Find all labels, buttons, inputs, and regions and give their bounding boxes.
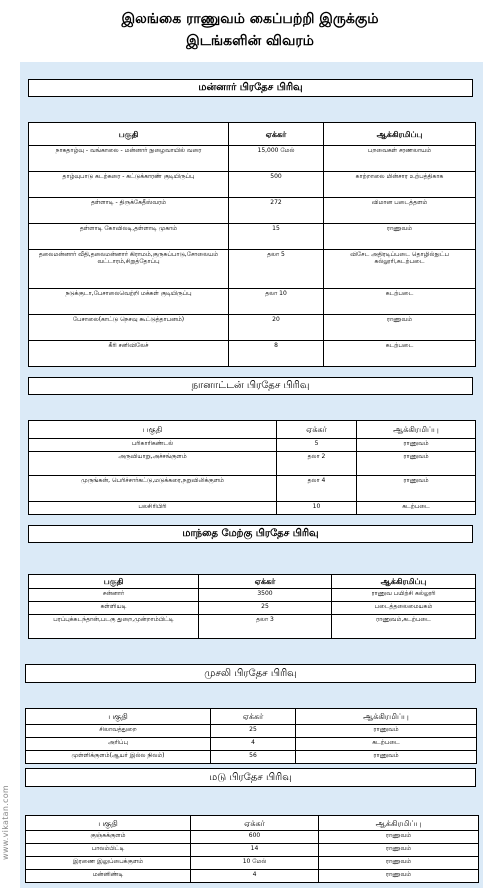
section-heading-mannar: மன்னார் பிரதேச பிரிவு bbox=[28, 79, 473, 97]
cell-occupation: ராணுவம் bbox=[319, 844, 479, 857]
section-heading-madhu: மடு பிரதேச பிரிவு bbox=[25, 768, 476, 787]
page-title-line1: இலங்கை ராணுவம் கைப்பற்றி இருக்கும் bbox=[121, 11, 379, 27]
cell-occupation: பறவைகள் சரணலாயம் bbox=[324, 146, 476, 172]
cell-acres: தலா 4 bbox=[277, 476, 357, 502]
cell-occupation: விமான படைத்தளம் bbox=[324, 198, 476, 224]
column-header: ஏக்கர் bbox=[229, 123, 324, 146]
table-row bbox=[29, 172, 476, 198]
table-mannar bbox=[28, 122, 476, 367]
table-row bbox=[29, 198, 476, 224]
column-header: ஏக்கர் bbox=[211, 709, 296, 725]
table-row bbox=[29, 224, 476, 250]
cell-acres: 15,000 மேல் bbox=[229, 146, 324, 172]
section-heading-musali: முசலி பிரதேச பிரிவு bbox=[25, 664, 476, 683]
cell-acres: தலா 3 bbox=[199, 615, 332, 639]
cell-acres: தலா 5 bbox=[229, 250, 324, 289]
column-header: பகுதி bbox=[29, 575, 199, 589]
table-row bbox=[29, 452, 476, 476]
cell-occupation: ராணுவம்,கடற்படை bbox=[332, 615, 476, 639]
table-row bbox=[29, 602, 476, 615]
cell-area: பாலம்பிட்டி bbox=[26, 844, 191, 857]
column-header: பகுதி bbox=[29, 421, 277, 439]
table-row bbox=[26, 725, 477, 738]
column-header: பகுதி bbox=[26, 816, 191, 831]
cell-occupation: காற்றாலை மின்சார உற்பத்திகாக bbox=[324, 172, 476, 198]
cell-area: நடுக்குடா,பேசாலைவெற்றி மக்கள் குடியிருப்பு bbox=[29, 289, 229, 315]
cell-acres: 25 bbox=[199, 602, 332, 615]
column-header: ஆக்கிரமிப்பு bbox=[324, 123, 476, 146]
cell-occupation: படைத்தலைமையகம் bbox=[332, 602, 476, 615]
cell-occupation: ராணுவம் bbox=[319, 857, 479, 870]
table-row bbox=[29, 289, 476, 315]
cell-occupation: ராணுவம் bbox=[324, 315, 476, 341]
cell-acres: 500 bbox=[229, 172, 324, 198]
cell-area: அருவியாறு,அச்சங்குளம் bbox=[29, 452, 277, 476]
cell-area: தாழ்வுபாடு கடற்கரை - கட்டுக்காரண் குடியிருப்பு bbox=[29, 172, 229, 198]
cell-acres: 4 bbox=[211, 738, 296, 751]
cell-area: அரிப்பு bbox=[26, 738, 211, 751]
column-header: ஆக்கிரமிப்பு bbox=[319, 816, 479, 831]
cell-acres: தலா 10 bbox=[229, 289, 324, 315]
section-heading-manthai-west: மாந்தை மேற்கு பிரதேச பிரிவு bbox=[28, 525, 473, 543]
cell-acres: 4 bbox=[191, 870, 319, 883]
table-row bbox=[29, 250, 476, 289]
cell-occupation: ராணுவம் bbox=[319, 870, 479, 883]
cell-area: இரணை இலுப்பைக்குளம் bbox=[26, 857, 191, 870]
cell-acres: 15 bbox=[229, 224, 324, 250]
cell-occupation: ராணுவம் bbox=[357, 439, 476, 452]
cell-acres: 25 bbox=[211, 725, 296, 738]
table-row bbox=[26, 831, 479, 844]
column-header: ஏக்கர் bbox=[191, 816, 319, 831]
cell-occupation: ராணுவம் bbox=[296, 751, 477, 764]
column-header: ஏக்கர் bbox=[277, 421, 357, 439]
cell-acres: 10 மேல் bbox=[191, 857, 319, 870]
cell-acres: 3500 bbox=[199, 589, 332, 602]
cell-area: சிலாவத்துறை bbox=[26, 725, 211, 738]
cell-area: தலைமன்னார் வீதி,தலைமன்னார் கிராமம்,குருசுப்பாடு,சோலையம் வட்டாரம்,சிறுத்தோப்பு bbox=[29, 250, 229, 289]
cell-occupation: ராணுவம் bbox=[319, 831, 479, 844]
table-madhu bbox=[25, 815, 479, 883]
cell-area: தள்ளாடி - திருக்கேதீஸ்வரம் bbox=[29, 198, 229, 224]
vikatan-watermark: www.vikatan.com bbox=[1, 784, 10, 860]
cell-acres: 8 bbox=[229, 341, 324, 367]
table-row bbox=[26, 751, 477, 764]
cell-acres: 600 bbox=[191, 831, 319, 844]
table-manthai-west bbox=[28, 574, 476, 639]
column-header: ஏக்கர் bbox=[199, 575, 332, 589]
cell-occupation: கடற்படை bbox=[324, 341, 476, 367]
cell-area: பேசாலை(காட்டு நெசவு கூட்டுத்தாபனம்) bbox=[29, 315, 229, 341]
table-row bbox=[26, 857, 479, 870]
table-row bbox=[29, 341, 476, 367]
cell-acres: 14 bbox=[191, 844, 319, 857]
column-header: பகுதி bbox=[26, 709, 211, 725]
cell-area: நாகதாழ்வு - வங்காலை - மன்னார் நுழைவாயில் வரை bbox=[29, 146, 229, 172]
cell-occupation: ராணுவம் bbox=[296, 725, 477, 738]
column-header: ஆக்கிரமிப்பு bbox=[357, 421, 476, 439]
table-row bbox=[29, 476, 476, 502]
table-row bbox=[26, 738, 477, 751]
table-row bbox=[26, 844, 479, 857]
cell-area: குஞ்சுக்குளம் bbox=[26, 831, 191, 844]
cell-occupation: விசேட அதிரடிப்படை தொழில்நுட்ப கல்லூரி,கடற்படை bbox=[324, 250, 476, 289]
cell-area: முள்ளிக்குளம்(ஆயர் இல்ல நிலம்) bbox=[26, 751, 211, 764]
table-row bbox=[29, 439, 476, 452]
cell-area: பரிகாரிகண்டல் bbox=[29, 439, 277, 452]
table-row bbox=[29, 315, 476, 341]
table-musali bbox=[25, 708, 477, 764]
column-header: ஆக்கிரமிப்பு bbox=[332, 575, 476, 589]
cell-acres: தலா 2 bbox=[277, 452, 357, 476]
cell-area: கள்ளியடி bbox=[29, 602, 199, 615]
cell-acres: 10 bbox=[277, 502, 357, 515]
table-row bbox=[29, 502, 476, 515]
cell-area: பலசிரிபிரி bbox=[29, 502, 277, 515]
table-row bbox=[29, 589, 476, 602]
cell-area: தள்ளாடி கோவிலடி,தள்ளாடி முகாம் bbox=[29, 224, 229, 250]
cell-acres: 5 bbox=[277, 439, 357, 452]
cell-occupation: ராணுவம் bbox=[324, 224, 476, 250]
table-row bbox=[26, 870, 479, 883]
cell-area: பரப்புக்கடந்தான்,படகு துறை,முன்றாம்பிட்டி bbox=[29, 615, 199, 639]
cell-area: சன்னார் bbox=[29, 589, 199, 602]
cell-occupation: கடற்படை bbox=[324, 289, 476, 315]
table-row bbox=[29, 146, 476, 172]
cell-occupation: கடற்படை bbox=[357, 502, 476, 515]
cell-occupation: ராணுவம் bbox=[357, 476, 476, 502]
cell-occupation: கடற்படை bbox=[296, 738, 477, 751]
cell-acres: 56 bbox=[211, 751, 296, 764]
cell-occupation: ராணுவம் bbox=[357, 452, 476, 476]
column-header: ஆக்கிரமிப்பு bbox=[296, 709, 477, 725]
page-title-line2: இடங்களின் விவரம் bbox=[186, 33, 314, 49]
cell-acres: 20 bbox=[229, 315, 324, 341]
section-heading-nanattan: நானாட்டன் பிரதேச பிரிவு bbox=[28, 377, 473, 395]
table-nanattan bbox=[28, 420, 476, 515]
cell-area: முருங்கன், பெரிச்சார்கட்டு,மடுக்கரை,நறுவிலிக்குளம் bbox=[29, 476, 277, 502]
table-row bbox=[29, 615, 476, 639]
cell-area: கீரி சனிவிலேச் bbox=[29, 341, 229, 367]
cell-acres: 272 bbox=[229, 198, 324, 224]
cell-area: மன்னிண்டி bbox=[26, 870, 191, 883]
column-header: பகுதி bbox=[29, 123, 229, 146]
cell-occupation: ராணுவ பயிற்சி கல்லூரி bbox=[332, 589, 476, 602]
